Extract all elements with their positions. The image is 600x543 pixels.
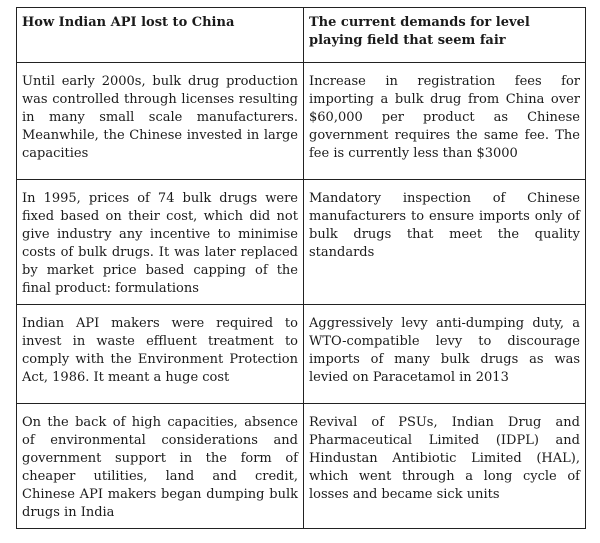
header-how-indian-api-lost: How Indian API lost to China bbox=[17, 8, 304, 63]
cell-lost-reason: Indian API makers were required to invest in waste effluent treatment to comply with the Environment Protection Act, 1986. It meant a huge cost bbox=[17, 305, 304, 404]
header-current-demands: The current demands for level playing field that seem fair bbox=[304, 8, 586, 63]
cell-lost-reason: Until early 2000s, bulk drug production was controlled through licenses resulting in many small scale manufacturers. Meanwhile, the Chinese invested in large capacities bbox=[17, 63, 304, 180]
cell-demand: Revival of PSUs, Indian Drug and Pharmaceutical Limited (IDPL) and Hindustan Antibiotic Limited (HAL), which went through a long cycle of losses and became sick units bbox=[304, 404, 586, 529]
table-row bbox=[17, 404, 586, 529]
comparison-table bbox=[16, 7, 586, 529]
table-row bbox=[17, 180, 586, 305]
cell-demand: Increase in registration fees for importing a bulk drug from China over $60,000 per product as Chinese government requires the same fee. The fee is currently less than $3000 bbox=[304, 63, 586, 180]
table-row bbox=[17, 63, 586, 180]
cell-lost-reason: In 1995, prices of 74 bulk drugs were fixed based on their cost, which did not give industry any incentive to minimise costs of bulk drugs. It was later replaced by market price based capping of the final product: formulations bbox=[17, 180, 304, 305]
cell-demand: Mandatory inspection of Chinese manufacturers to ensure imports only of bulk drugs that meet the quality standards bbox=[304, 180, 586, 305]
cell-lost-reason: On the back of high capacities, absence of environmental considerations and government support in the form of cheaper utilities, land and credit, Chinese API makers began dumping bulk drugs in India bbox=[17, 404, 304, 529]
cell-demand: Aggressively levy anti-dumping duty, a WTO-compatible levy to discourage imports of many bulk drugs as was levied on Paracetamol in 2013 bbox=[304, 305, 586, 404]
table-header-row bbox=[17, 8, 586, 63]
table-row bbox=[17, 305, 586, 404]
